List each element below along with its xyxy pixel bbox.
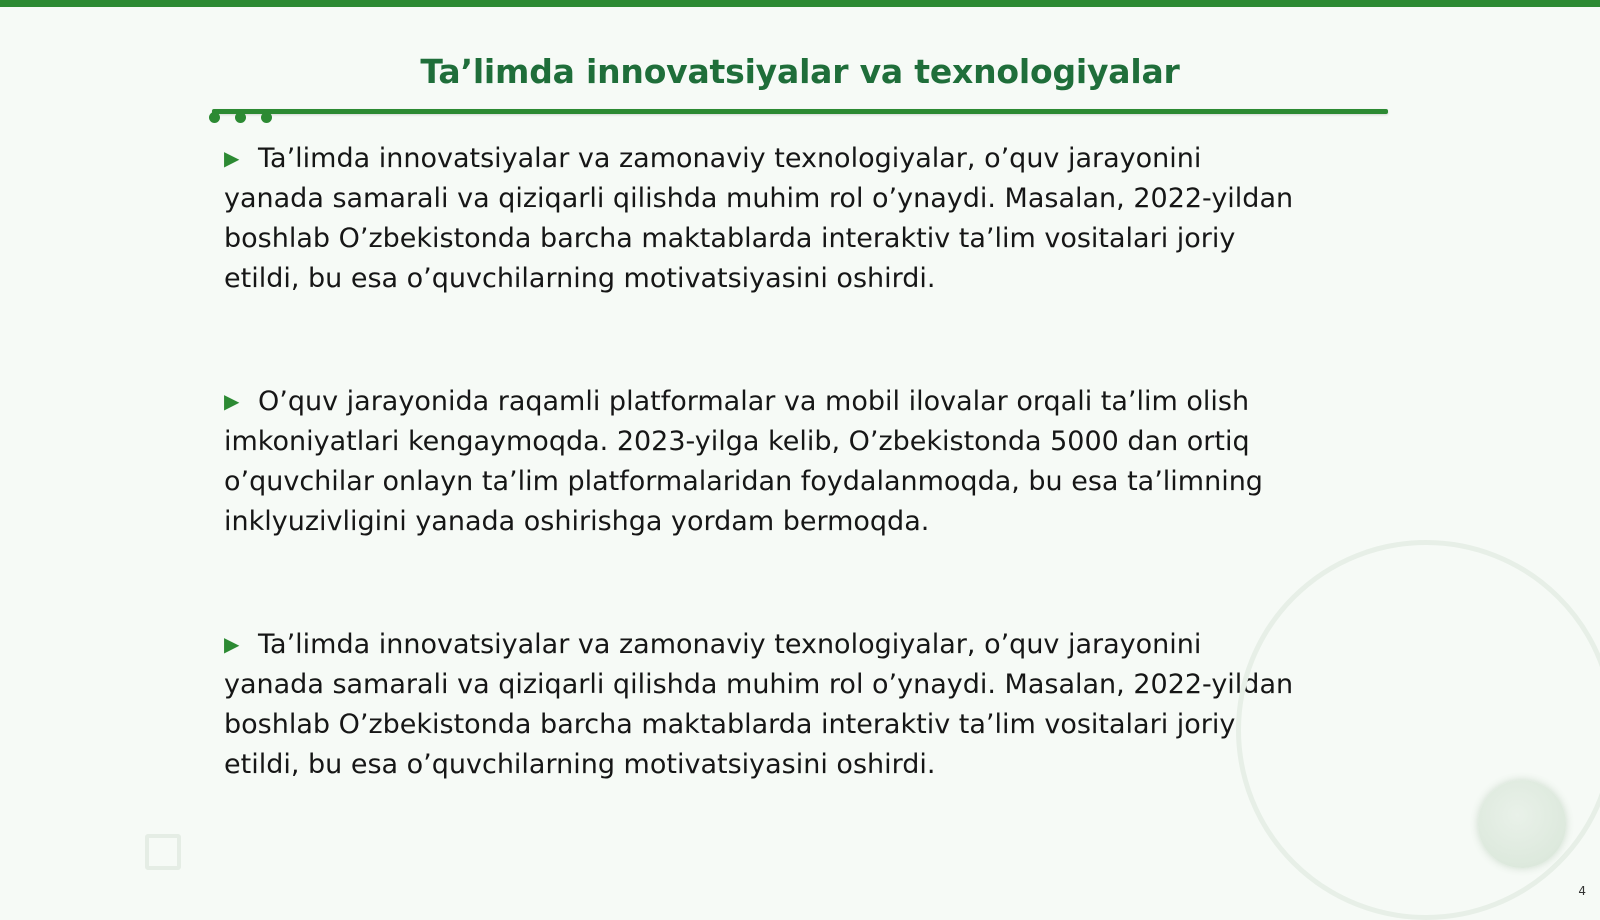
rule-dot bbox=[209, 112, 220, 123]
triangle-right-icon: ▶ bbox=[224, 389, 240, 413]
triangle-right-icon: ▶ bbox=[224, 632, 240, 656]
paragraph-text: O’quv jarayonida raqamli platformalar va mobil ilovalar orqali ta’lim olish imkoniyatlari kengaymoqda. 2023-yilga kelib, O’zbekistonda 5000 dan ortiq o’quvchilar onlayn ta’lim platformalaridan foydalanmoqda, bu esa ta’limning inklyuzivligini yanada oshirishga yordam bermoqda. bbox=[224, 386, 1263, 537]
triangle-right-icon: ▶ bbox=[224, 146, 240, 170]
paragraph-text: Ta’limda innovatsiyalar va zamonaviy texnologiyalar, o’quv jarayonini yanada samarali va qiziqarli qilishda muhim rol o’ynaydi. Masalan, 2022-yildan boshlab O’zbekistonda barcha maktablarda interaktiv ta’lim vositalari joriy etildi, bu esa o’quvchilarning motivatsiyasini oshirdi. bbox=[224, 629, 1294, 780]
page-number: 4 bbox=[1578, 884, 1586, 898]
top-accent-bar bbox=[0, 0, 1600, 7]
bullet-paragraph bbox=[224, 624, 1304, 785]
slide-body bbox=[224, 138, 1304, 867]
title-underline bbox=[212, 109, 1388, 114]
paragraph-text: Ta’limda innovatsiyalar va zamonaviy texnologiyalar, o’quv jarayonini yanada samarali va qiziqarli qilishda muhim rol o’ynaydi. Masalan, 2022-yildan boshlab O’zbekistonda barcha maktablarda interaktiv ta’lim vositalari joriy etildi, bu esa o’quvchilarning motivatsiyasini oshirdi. bbox=[224, 143, 1294, 294]
decorative-square bbox=[145, 834, 181, 870]
decorative-ring bbox=[1236, 540, 1600, 920]
decorative-circle bbox=[1478, 780, 1566, 868]
slide-title: Ta’limda innovatsiyalar va texnologiyalar bbox=[420, 52, 1180, 91]
rule-dot bbox=[261, 112, 272, 123]
rule-dot bbox=[235, 112, 246, 123]
bullet-paragraph bbox=[224, 381, 1304, 542]
bullet-paragraph bbox=[224, 138, 1304, 299]
